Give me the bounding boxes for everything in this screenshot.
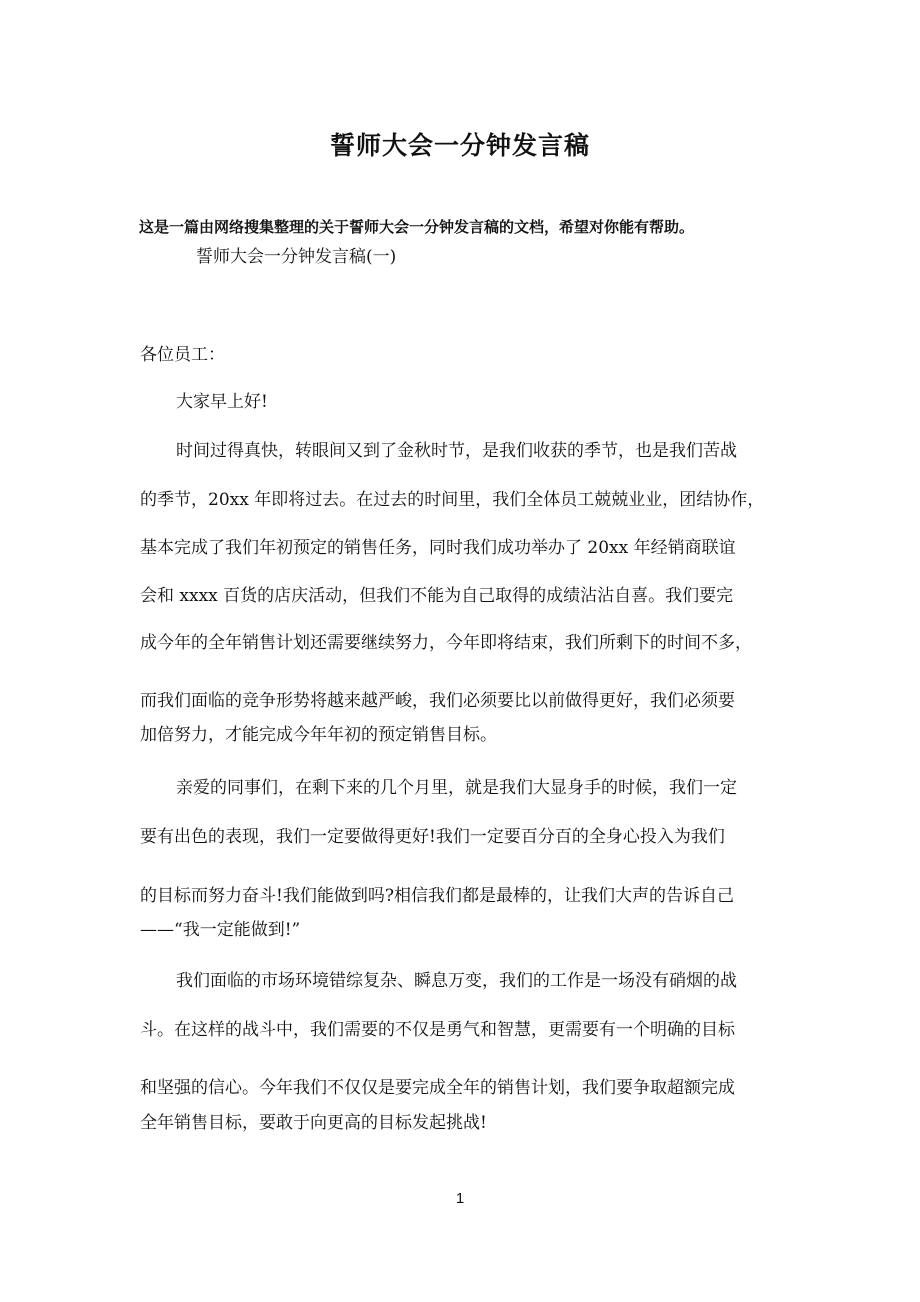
page-number: 1 (455, 1190, 465, 1207)
salutation: 各位员工： (140, 345, 225, 365)
body-line: 全年销售目标，要敢于向更高的目标发起挑战! (140, 1113, 487, 1133)
section-subtitle: 誓师大会一分钟发言稿(一) (196, 247, 397, 267)
body-line: 亲爱的同事们，在剩下来的几个月里，就是我们大显身手的时候，我们一定 (176, 778, 737, 798)
body-line: 我们面临的市场环境错综复杂、瞬息万变，我们的工作是一场没有硝烟的战 (176, 971, 737, 991)
body-line: 基本完成了我们年初预定的销售任务，同时我们成功举办了 20xx 年经销商联谊 (140, 538, 736, 558)
document-intro: 这是一篇由网络搜集整理的关于誓师大会一分钟发言稿的文档，希望对你能有帮助。 (139, 218, 695, 236)
greeting: 大家早上好! (176, 392, 268, 412)
body-line: 时间过得真快，转眼间又到了金秋时节，是我们收获的季节，也是我们苦战 (176, 441, 737, 461)
body-line: 斗。在这样的战斗中，我们需要的不仅是勇气和智慧，更需要有一个明确的目标 (140, 1020, 735, 1040)
body-line: 加倍努力，才能完成今年年初的预定销售目标。 (140, 725, 497, 745)
body-line: 的季节，20xx 年即将过去。在过去的时间里，我们全体员工兢兢业业，团结协作， (140, 490, 765, 510)
body-line: 成今年的全年销售计划还需要继续努力，今年即将结束，我们所剩下的时间不多， (140, 633, 752, 653)
body-line: ——“我一定能做到!” (140, 920, 301, 940)
body-line: 要有出色的表现，我们一定要做得更好!我们一定要百分百的全身心投入为我们 (140, 827, 725, 847)
document-title: 誓师大会一分钟发言稿 (329, 131, 590, 160)
body-line: 会和 xxxx 百货的店庆活动，但我们不能为自己取得的成绩沾沾自喜。我们要完 (140, 586, 734, 606)
body-line: 的目标而努力奋斗!我们能做到吗?相信我们都是最棒的，让我们大声的告诉自己 (140, 886, 734, 906)
body-line: 而我们面临的竞争形势将越来越严峻，我们必须要比以前做得更好，我们必须要 (140, 691, 735, 711)
body-line: 和坚强的信心。今年我们不仅仅是要完成全年的销售计划，我们要争取超额完成 (140, 1078, 735, 1098)
